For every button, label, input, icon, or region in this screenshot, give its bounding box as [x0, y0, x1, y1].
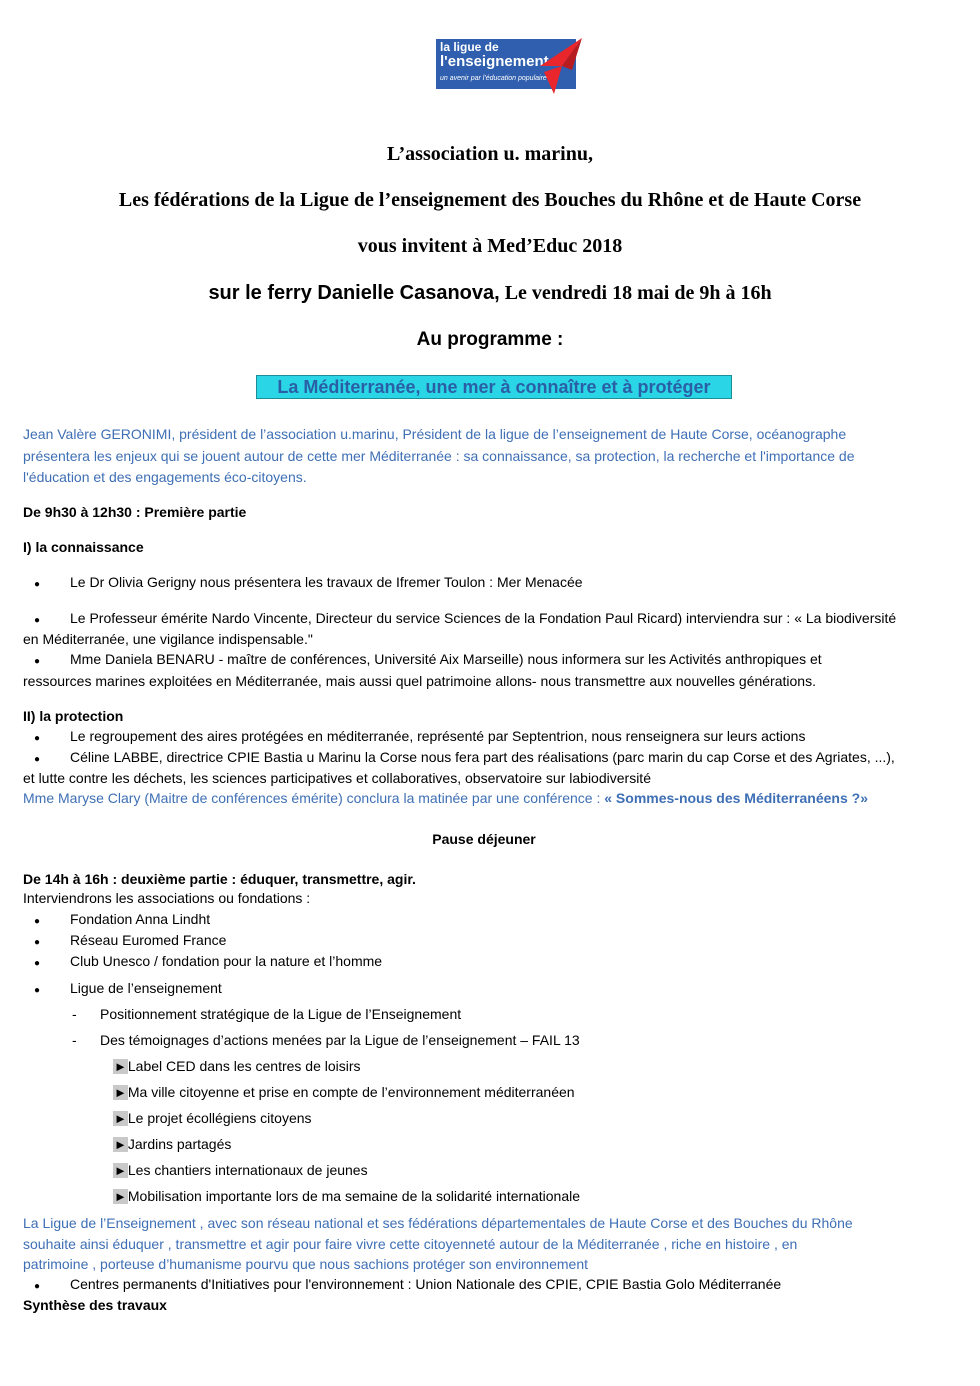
header-association: L’association u. marinu, — [387, 143, 593, 165]
bullet-vincente-line1: Le Professeur émérite Nardo Vincente, Directeur du service Sciences de la Fondation Paul Ricard) interviendra sur : « La biodiversité — [70, 610, 897, 626]
action-text: Le projet écollégiens citoyens — [127, 1110, 312, 1126]
bullet-icon: ● — [34, 937, 41, 948]
bullet-icon: ● — [34, 733, 41, 744]
bullet-labbe-line1: Céline LABBE, directrice CPIE Bastia u Marinu la Corse nous fera part des réalisations (parc marin du cap Corse et des Agriates, ...), — [70, 749, 895, 765]
org-unesco: Club Unesco / fondation pour la nature et l’homme — [70, 953, 383, 969]
triangle-icon: ► — [114, 1163, 127, 1178]
pause-dejeuner: Pause déjeuner — [432, 831, 536, 847]
header-invitation: vous invitent à Med’Educ 2018 — [357, 235, 623, 257]
closing-line-3: patrimoine , porteuse d’humanisme pourvu que nous sachions protéger son environnement — [23, 1256, 589, 1272]
closing-line-2: souhaite ainsi éduquer , transmettre et agir pour faire vivre cette citoyenneté autour de la Méditerranée , riche en histoire , en — [23, 1236, 798, 1252]
bullet-icon: ● — [34, 615, 41, 626]
bullet-icon: ● — [34, 958, 41, 969]
logo-tagline: un avenir par l'éducation populaire — [440, 75, 547, 82]
programme-title: Au programme : — [416, 329, 564, 350]
part2-intro: Interviendrons les associations ou fondations : — [23, 890, 311, 906]
dash-mark: - — [72, 1006, 77, 1022]
dash-mark: - — [72, 1032, 77, 1048]
triangle-icon: ► — [114, 1059, 127, 1074]
action-text: Mobilisation importante lors de ma semaine de la solidarité internationale — [127, 1188, 581, 1204]
conclusion-line — [23, 788, 868, 809]
section-protection-title: II) la protection — [23, 708, 124, 724]
part1-time: De 9h30 à 12h30 : Première partie — [23, 504, 247, 520]
sub-positionnement: Positionnement stratégique de la Ligue de l’Enseignement — [100, 1006, 462, 1022]
bullet-icon: ● — [34, 985, 41, 996]
intro-line-2: présentera les enjeux qui se jouent autour de cette mer Méditerranée : sa connaissance, sa protection, la recherche et l'importance de — [23, 448, 855, 464]
logo-text-line1: la ligue de — [440, 40, 499, 54]
action-chantiers — [113, 1160, 368, 1181]
bullet-icon: ● — [34, 916, 41, 927]
section-connaissance-title: I) la connaissance — [23, 539, 144, 555]
intro-line-1: Jean Valère GERONIMI, président de l’association u.marinu, Président de la ligue de l’enseignement de Haute Corse, océanographe — [23, 426, 847, 442]
action-solidarite — [113, 1186, 580, 1207]
action-text: Jardins partagés — [127, 1136, 232, 1152]
action-text: Les chantiers internationaux de jeunes — [127, 1162, 368, 1178]
theme-banner: La Méditerranée, une mer à connaître et à protéger — [256, 375, 732, 399]
action-jardins — [113, 1134, 231, 1155]
header-date-line — [0, 281, 980, 305]
org-cpie: Centres permanents d'Initiatives pour l'environnement : Union Nationale des CPIE, CPIE Bastia Golo Méditerranée — [70, 1276, 782, 1292]
action-ville-citoyenne — [113, 1082, 575, 1103]
synthese-title: Synthèse des travaux — [23, 1297, 167, 1313]
red-flag-icon — [532, 36, 584, 94]
bullet-icon: ● — [34, 656, 41, 667]
part2-time: De 14h à 16h : deuxième partie : éduquer, transmettre, agir. — [23, 871, 416, 887]
bullet-gerigny: Le Dr Olivia Gerigny nous présentera les travaux de Ifremer Toulon : Mer Menacée — [70, 574, 583, 590]
conclusion-speaker: Mme Maryse Clary (Maitre de conférences émérite) conclura la matinée par une conférence : — [23, 790, 605, 806]
header-ferry: sur le ferry Danielle Casanova, — [208, 282, 500, 304]
header-federations: Les fédérations de la Ligue de l’enseignement des Bouches du Rhône et de Haute Corse — [118, 189, 862, 211]
bullet-septentrion: Le regroupement des aires protégées en méditerranée, représenté par Septentrion, nous renseignera sur leurs actions — [70, 728, 806, 744]
action-ecollegiens — [113, 1108, 312, 1129]
triangle-icon: ► — [114, 1137, 127, 1152]
bullet-benaru-line2: ressources marines exploitées en Méditerranée, mais aussi quel patrimoine allons- nous transmettre aux nouvelles générations. — [23, 673, 816, 689]
intro-line-3: l'éducation et des engagements éco-citoyens. — [23, 469, 307, 485]
action-text: Ma ville citoyenne et prise en compte de l’environnement méditerranéen — [127, 1084, 575, 1100]
org-euromed: Réseau Euromed France — [70, 932, 227, 948]
triangle-icon: ► — [114, 1085, 127, 1100]
logo-text-line2: l'enseignement — [440, 53, 549, 70]
bullet-icon: ● — [34, 1281, 41, 1292]
conclusion-title: « Sommes-nous des Méditerranéens ?» — [604, 790, 869, 806]
bullet-icon: ● — [34, 579, 41, 590]
sub-temoignages: Des témoignages d’actions menées par la Ligue de l’enseignement – FAIL 13 — [100, 1032, 580, 1048]
bullet-icon: ● — [34, 754, 41, 765]
org-ligue: Ligue de l’enseignement — [70, 980, 222, 996]
triangle-icon: ► — [114, 1189, 127, 1204]
action-label-ced — [113, 1056, 361, 1077]
org-anna-lindht: Fondation Anna Lindht — [70, 911, 211, 927]
header-date: Le vendredi 18 mai de 9h à 16h — [499, 282, 772, 304]
action-text: Label CED dans les centres de loisirs — [127, 1058, 361, 1074]
ligue-logo — [436, 36, 586, 96]
bullet-labbe-line2: et lutte contre les déchets, les sciences participatives et collaboratives, observatoire sur labiodiversité — [23, 770, 651, 786]
closing-line-1: La Ligue de l’Enseignement , avec son réseau national et ses fédérations départementales de Haute Corse et des Bouches du Rhône — [23, 1215, 853, 1231]
triangle-icon: ► — [114, 1111, 127, 1126]
bullet-vincente-line2: en Méditerranée, une vigilance indispensable." — [23, 631, 313, 647]
bullet-benaru-line1: Mme Daniela BENARU - maître de conférences, Université Aix Marseille) nous informera sur les Activités anthropiques et — [70, 651, 822, 667]
